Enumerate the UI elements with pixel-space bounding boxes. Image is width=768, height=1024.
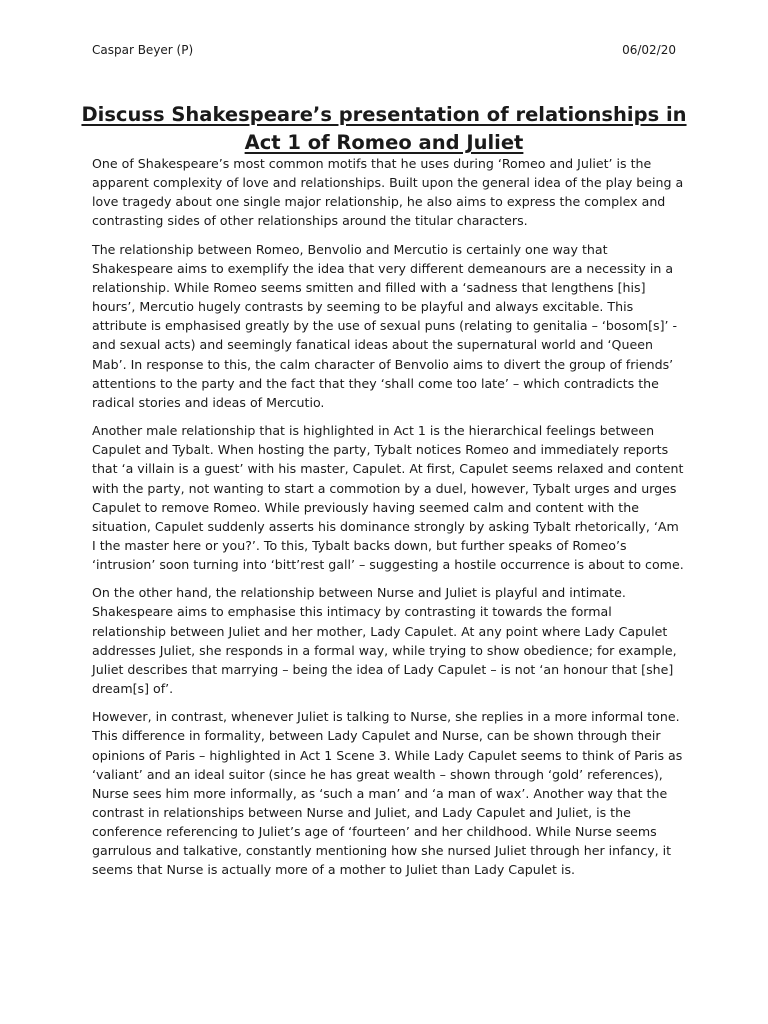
- page-header: [92, 40, 676, 60]
- paragraph-1: One of Shakespeare’s most common motifs that he uses during ‘Romeo and Juliet’ is the apparent complexity of love and relationships. Built upon the general idea of the play being a love tragedy about one single major relationship, he also aims to express the complex and contrasting sides of other relationships around the titular characters.: [92, 156, 684, 229]
- paragraph-3: Another male relationship that is highlighted in Act 1 is the hierarchical feelings between Capulet and Tybalt. When hosting the party, Tybalt notices Romeo and immediately reports that ‘a villain is a guest’ with his master, Capulet. At first, Capulet seems relaxed and content with the party, not wanting to start a commotion by a duel, however, Tybalt urges and urges Capulet to remove Romeo. While previously having seemed calm and content with the situation, Capulet suddenly asserts his dominance strongly by asking Tybalt rhetorically, ‘Am I the master here or you?’. To this, Tybalt backs down, but further speaks of Romeo’s ‘intrusion’ soon turning into ‘bitt’rest gall’ – suggesting a hostile occurrence is about to come.: [92, 423, 684, 573]
- paragraph-5: However, in contrast, whenever Juliet is talking to Nurse, she replies in a more informal tone. This difference in formality, between Lady Capulet and Nurse, can be shown through their opinions of Paris – highlighted in Act 1 Scene 3. While Lady Capulet seems to think of Paris as ‘valiant’ and an ideal suitor (since he has great wealth – shown through ‘gold’ references), Nurse sees him more informally, as ‘such a man’ and ‘a man of wax’. Another way that the contrast in relationships between Nurse and Juliet, and Lady Capulet and Juliet, is the conference referencing to Juliet’s age of ‘fourteen’ and her childhood. While Nurse seems garrulous and talkative, constantly mentioning how she nursed Juliet through her infancy, it seems that Nurse is actually more of a mother to Juliet than Lady Capulet is.: [92, 709, 683, 878]
- essay-body: [92, 154, 684, 889]
- essay-title: Discuss Shakespeare’s presentation of relationships in Act 1 of Romeo and Juliet: [81, 103, 687, 155]
- document-date: 06/02/20: [622, 43, 676, 57]
- paragraph-2: The relationship between Romeo, Benvolio and Mercutio is certainly one way that Shakespeare aims to exemplify the idea that very different demeanours are a necessity in a relationship. While Romeo seems smitten and filled with a ‘sadness that lengthens [his] hours’, Mercutio hugely contrasts by seeming to be playful and always excitable. This attribute is emphasised greatly by the use of sexual puns (relating to genitalia – ‘bosom[s]’ - and sexual acts) and seemingly fanatical ideas about the supernatural world and ‘Queen Mab’. In response to this, the calm character of Benvolio aims to divert the group of friends’ attentions to the party and the fact that they ‘shall come too late’ – which contradicts the radical stories and ideas of Mercutio.: [92, 241, 678, 410]
- paragraph-4: On the other hand, the relationship between Nurse and Juliet is playful and intimate. Shakespeare aims to emphasise this intimacy by contrasting it towards the formal relationship between Juliet and her mother, Lady Capulet. At any point where Lady Capulet addresses Juliet, she responds in a formal way, while trying to show obedience; for example, Juliet describes that marrying – being the idea of Lady Capulet – is not ‘an honour that [she] dream[s] of’.: [92, 585, 677, 697]
- author-name: Caspar Beyer (P): [92, 43, 194, 57]
